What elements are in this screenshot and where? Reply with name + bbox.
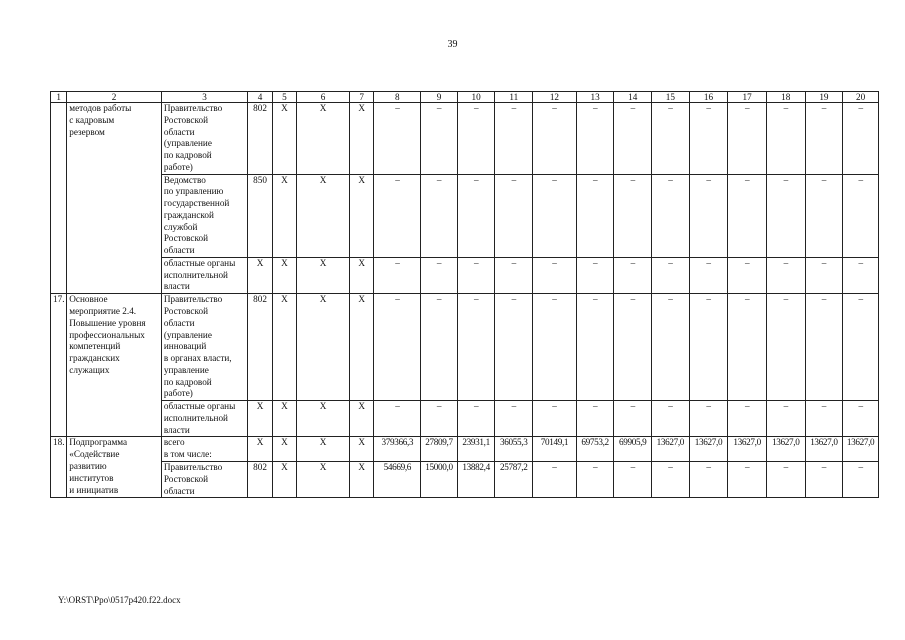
value-cell: – bbox=[689, 401, 728, 437]
value-cell: – bbox=[652, 103, 690, 175]
value-cell: – bbox=[374, 257, 421, 293]
value-cell: 69753,2 bbox=[576, 437, 614, 462]
value-cell: – bbox=[457, 257, 495, 293]
value-cell: – bbox=[843, 294, 879, 401]
column-header: 15 bbox=[652, 92, 690, 103]
value-cell: – bbox=[576, 257, 614, 293]
column-header: 8 bbox=[374, 92, 421, 103]
value-cell: 27809,7 bbox=[421, 437, 458, 462]
column-header: 11 bbox=[495, 92, 533, 103]
code-cell: X bbox=[272, 294, 296, 401]
value-cell: – bbox=[805, 294, 843, 401]
value-cell: 54669,6 bbox=[374, 461, 421, 497]
code-cell: X bbox=[350, 294, 374, 401]
code-cell: X bbox=[350, 174, 374, 257]
value-cell: – bbox=[614, 294, 652, 401]
value-cell: – bbox=[457, 174, 495, 257]
value-cell: – bbox=[576, 174, 614, 257]
value-cell: – bbox=[728, 401, 767, 437]
code-cell: X bbox=[350, 437, 374, 462]
value-cell: – bbox=[495, 257, 533, 293]
value-cell: – bbox=[614, 257, 652, 293]
value-cell: 36055,3 bbox=[495, 437, 533, 462]
value-cell: – bbox=[805, 461, 843, 497]
value-cell: – bbox=[533, 294, 577, 401]
value-cell: – bbox=[533, 461, 577, 497]
value-cell: – bbox=[843, 257, 879, 293]
column-header: 9 bbox=[421, 92, 458, 103]
value-cell: – bbox=[533, 401, 577, 437]
table-row bbox=[51, 461, 879, 497]
value-cell: – bbox=[457, 103, 495, 175]
value-cell: – bbox=[495, 401, 533, 437]
value-cell: – bbox=[533, 103, 577, 175]
value-cell: – bbox=[374, 401, 421, 437]
executor-name: всего в том числе: bbox=[161, 437, 247, 462]
value-cell: – bbox=[421, 103, 458, 175]
executor-name: Правительство Ростовской области (управление инноваций в органах власти, управление по кадровой работе) bbox=[161, 294, 247, 401]
value-cell: – bbox=[689, 174, 728, 257]
value-cell: – bbox=[843, 401, 879, 437]
value-cell: 13627,0 bbox=[843, 437, 879, 462]
code-cell: X bbox=[350, 401, 374, 437]
value-cell: – bbox=[457, 401, 495, 437]
value-cell: – bbox=[614, 174, 652, 257]
column-header: 1 bbox=[51, 92, 67, 103]
value-cell: – bbox=[766, 257, 805, 293]
code-cell: X bbox=[248, 401, 272, 437]
column-header: 2 bbox=[67, 92, 162, 103]
value-cell: – bbox=[843, 174, 879, 257]
value-cell: 379366,3 bbox=[374, 437, 421, 462]
table-row bbox=[51, 257, 879, 293]
value-cell: – bbox=[728, 294, 767, 401]
value-cell: 23931,1 bbox=[457, 437, 495, 462]
table-row bbox=[51, 174, 879, 257]
executor-name: Ведомство по управлению государственной гражданской службой Ростовской области bbox=[161, 174, 247, 257]
executor-name: областные органы исполнительной власти bbox=[161, 401, 247, 437]
value-cell: – bbox=[766, 103, 805, 175]
value-cell: 13627,0 bbox=[766, 437, 805, 462]
value-cell: – bbox=[652, 401, 690, 437]
column-header: 6 bbox=[297, 92, 350, 103]
value-cell: – bbox=[614, 401, 652, 437]
header-row bbox=[51, 92, 879, 103]
value-cell: – bbox=[495, 294, 533, 401]
column-header: 10 bbox=[457, 92, 495, 103]
value-cell: – bbox=[421, 294, 458, 401]
value-cell: – bbox=[374, 174, 421, 257]
value-cell: – bbox=[766, 461, 805, 497]
value-cell: – bbox=[843, 103, 879, 175]
budget-table bbox=[50, 91, 879, 498]
code-cell: X bbox=[297, 461, 350, 497]
code-cell: X bbox=[297, 103, 350, 175]
table-row bbox=[51, 401, 879, 437]
code-cell: 802 bbox=[248, 294, 272, 401]
value-cell: – bbox=[457, 294, 495, 401]
value-cell: 70149,1 bbox=[533, 437, 577, 462]
measure-name: методов работы с кадровым резервом bbox=[67, 103, 162, 294]
column-header: 14 bbox=[614, 92, 652, 103]
value-cell: 25787,2 bbox=[495, 461, 533, 497]
column-header: 17 bbox=[728, 92, 767, 103]
column-header: 19 bbox=[805, 92, 843, 103]
column-header: 13 bbox=[576, 92, 614, 103]
value-cell: – bbox=[728, 257, 767, 293]
column-header: 7 bbox=[350, 92, 374, 103]
value-cell: – bbox=[652, 461, 690, 497]
footer-file-path: Y:\ORST\Ppo\0517p420.f22.docx bbox=[58, 595, 181, 605]
code-cell: X bbox=[297, 257, 350, 293]
value-cell: – bbox=[495, 174, 533, 257]
value-cell: – bbox=[614, 461, 652, 497]
code-cell: X bbox=[272, 461, 296, 497]
executor-name: Правительство Ростовской области bbox=[161, 461, 247, 497]
table-row bbox=[51, 437, 879, 462]
code-cell: X bbox=[272, 174, 296, 257]
value-cell: – bbox=[805, 174, 843, 257]
column-header: 16 bbox=[689, 92, 728, 103]
code-cell: X bbox=[297, 294, 350, 401]
value-cell: 15000,0 bbox=[421, 461, 458, 497]
value-cell: – bbox=[766, 294, 805, 401]
value-cell: – bbox=[689, 257, 728, 293]
value-cell: 13882,4 bbox=[457, 461, 495, 497]
column-header: 5 bbox=[272, 92, 296, 103]
value-cell: 13627,0 bbox=[805, 437, 843, 462]
column-header: 18 bbox=[766, 92, 805, 103]
column-header: 20 bbox=[843, 92, 879, 103]
value-cell: – bbox=[652, 174, 690, 257]
value-cell: – bbox=[614, 103, 652, 175]
value-cell: – bbox=[728, 103, 767, 175]
code-cell: X bbox=[297, 401, 350, 437]
value-cell: – bbox=[689, 294, 728, 401]
value-cell: – bbox=[421, 401, 458, 437]
value-cell: – bbox=[495, 103, 533, 175]
code-cell: X bbox=[248, 437, 272, 462]
row-number bbox=[51, 103, 67, 294]
value-cell: – bbox=[652, 257, 690, 293]
value-cell: – bbox=[728, 461, 767, 497]
value-cell: – bbox=[576, 103, 614, 175]
value-cell: – bbox=[728, 174, 767, 257]
value-cell: – bbox=[689, 103, 728, 175]
table-row bbox=[51, 294, 879, 401]
column-header: 4 bbox=[248, 92, 272, 103]
value-cell: – bbox=[576, 401, 614, 437]
value-cell: – bbox=[689, 461, 728, 497]
measure-name: Основное мероприятие 2.4. Повышение уровня профессиональных компетенций гражданских служащих bbox=[67, 294, 162, 437]
row-number: 17. bbox=[51, 294, 67, 437]
table-body bbox=[51, 103, 879, 498]
code-cell: X bbox=[350, 257, 374, 293]
executor-name: Правительство Ростовской области (управление по кадровой работе) bbox=[161, 103, 247, 175]
value-cell: – bbox=[374, 294, 421, 401]
column-header: 3 bbox=[161, 92, 247, 103]
executor-name: областные органы исполнительной власти bbox=[161, 257, 247, 293]
value-cell: – bbox=[374, 103, 421, 175]
value-cell: – bbox=[533, 257, 577, 293]
code-cell: 850 bbox=[248, 174, 272, 257]
code-cell: X bbox=[297, 437, 350, 462]
code-cell: X bbox=[272, 437, 296, 462]
value-cell: 13627,0 bbox=[728, 437, 767, 462]
code-cell: X bbox=[297, 174, 350, 257]
code-cell: X bbox=[272, 401, 296, 437]
table-row bbox=[51, 103, 879, 175]
value-cell: – bbox=[805, 257, 843, 293]
value-cell: 13627,0 bbox=[689, 437, 728, 462]
code-cell: X bbox=[248, 257, 272, 293]
value-cell: – bbox=[421, 257, 458, 293]
code-cell: 802 bbox=[248, 103, 272, 175]
row-number: 18. bbox=[51, 437, 67, 498]
value-cell: – bbox=[533, 174, 577, 257]
value-cell: – bbox=[766, 401, 805, 437]
measure-name: Подпрограмма «Содействие развитию институтов и инициатив bbox=[67, 437, 162, 498]
code-cell: X bbox=[272, 103, 296, 175]
column-header: 12 bbox=[533, 92, 577, 103]
value-cell: – bbox=[652, 294, 690, 401]
value-cell: – bbox=[576, 294, 614, 401]
value-cell: – bbox=[766, 174, 805, 257]
value-cell: – bbox=[843, 461, 879, 497]
code-cell: 802 bbox=[248, 461, 272, 497]
value-cell: 13627,0 bbox=[652, 437, 690, 462]
page-number: 39 bbox=[447, 39, 458, 50]
value-cell: – bbox=[576, 461, 614, 497]
value-cell: – bbox=[805, 103, 843, 175]
code-cell: X bbox=[350, 461, 374, 497]
code-cell: X bbox=[350, 103, 374, 175]
value-cell: – bbox=[421, 174, 458, 257]
code-cell: X bbox=[272, 257, 296, 293]
value-cell: – bbox=[805, 401, 843, 437]
value-cell: 69905,9 bbox=[614, 437, 652, 462]
